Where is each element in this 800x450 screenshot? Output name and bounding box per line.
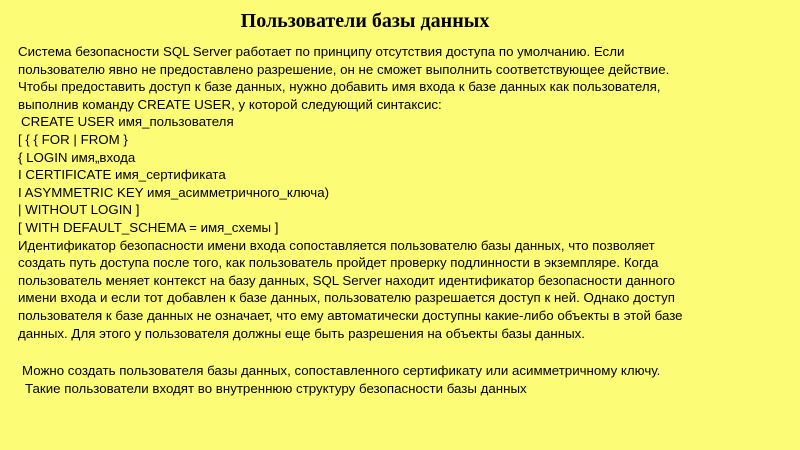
- paragraph-line: данных. Для этого у пользователя должны еще быть разрешения на объекты базы данных.: [18, 325, 585, 341]
- paragraph-line: пользователь меняет контекст на базу данных, SQL Server находит идентификатор безопасности данного: [18, 272, 675, 288]
- footer-line: Такие пользователи входят во внутреннюю структуру безопасности базы данных: [25, 380, 527, 396]
- slide-body: [18, 43, 788, 342]
- syntax-line: [ { { FOR | FROM }: [18, 131, 128, 147]
- syntax-line: { LOGIN имя„входа: [18, 149, 136, 165]
- paragraph-line: Система безопасности SQL Server работает по принципу отсутствия доступа по умолчанию. Если: [18, 44, 625, 59]
- paragraph-line: создать путь доступа после того, как пользователь пройдет проверку подлинности в экземпляре. Когда: [18, 255, 659, 271]
- paragraph-line: пользователю явно не предоставлено разрешение, он не сможет выполнить соответствующее действие.: [18, 61, 670, 77]
- paragraph-line: Идентификатор безопасности имени входа сопоставляется пользователю базы данных, что позволяет: [18, 237, 655, 253]
- syntax-line: [ WITH DEFAULT_SCHEMA = имя_схемы ]: [18, 219, 279, 235]
- syntax-line: CREATE USER имя_пользователя: [21, 114, 234, 130]
- syntax-line: | WITHOUT LOGIN ]: [18, 202, 140, 218]
- paragraph-line: пользователя к базе данных не означает, что ему автоматически доступны какие-либо объекты в этой базе: [18, 307, 683, 323]
- paragraph-line: выполнив команду CREATE USER, у которой следующий синтаксис:: [18, 96, 442, 112]
- slide-footer-note: [22, 362, 792, 397]
- syntax-line: I ASYMMETRIC KEY имя_асимметричного_ключа): [18, 184, 330, 200]
- syntax-line: I CERTIFICATE имя_сертификата: [18, 167, 226, 183]
- slide-title: Пользователи базы данных: [240, 10, 490, 32]
- paragraph-line: имени входа и если тот добавлен к базе данных, пользователю разрешается доступ к ней. Однако доступ: [18, 290, 676, 306]
- paragraph-line: Чтобы предоставить доступ к базе данных, нужно добавить имя входа к базе данных как пользователя,: [18, 79, 661, 95]
- footer-line: Можно создать пользователя базы данных, сопоставленного сертификату или асимметричному ключу.: [22, 363, 661, 378]
